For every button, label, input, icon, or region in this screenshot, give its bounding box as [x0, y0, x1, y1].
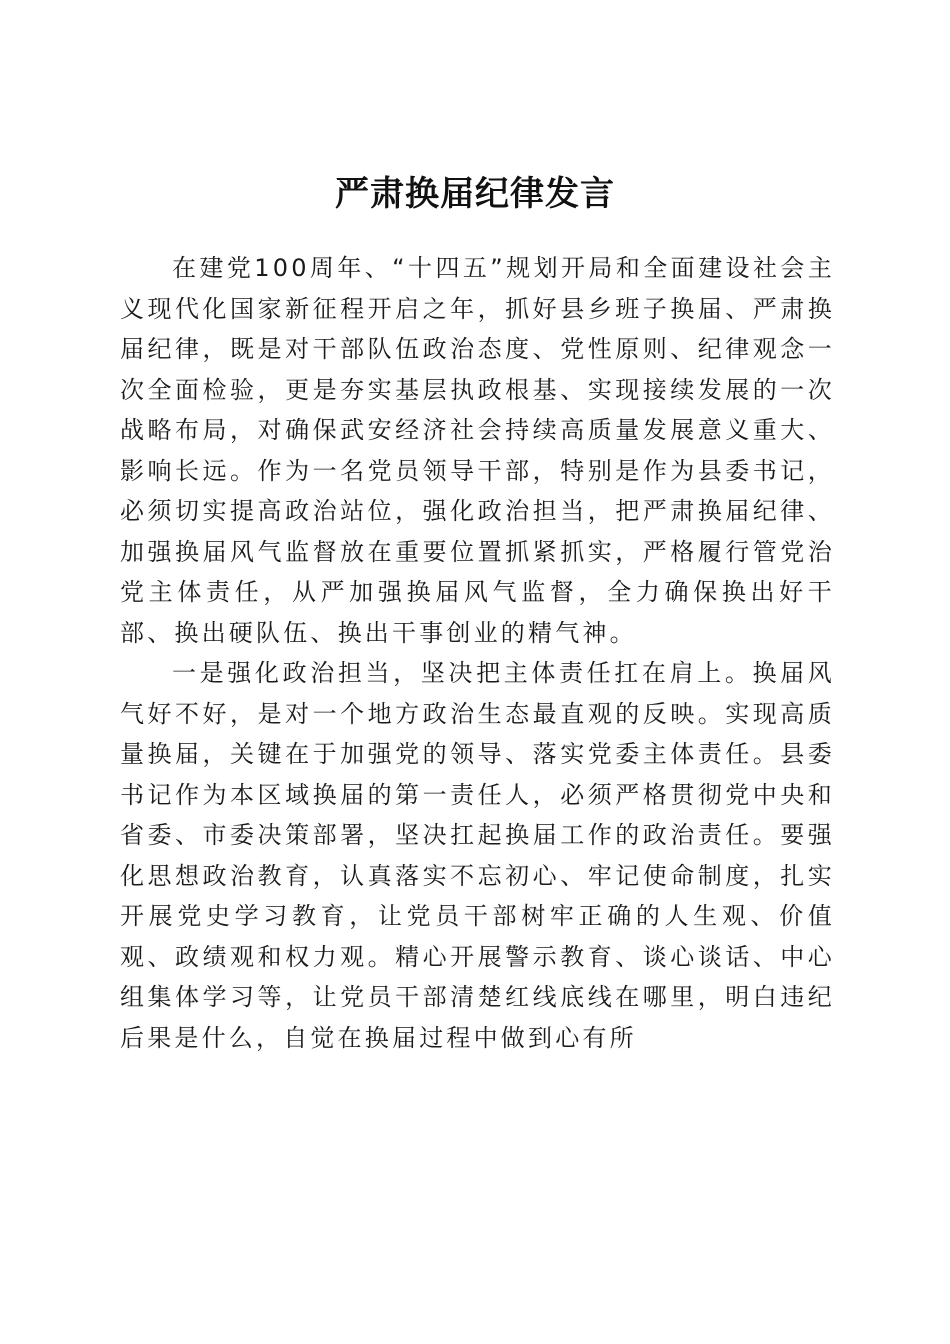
document-body: [120, 248, 835, 1058]
paragraph-point-one: 一是强化政治担当，坚决把主体责任扛在肩上。换届风气好不好，是对一个地方政治生态最直观的反映。实现高质量换届，关键在于加强党的领导、落实党委主体责任。县委书记作为本区域换届的第一责任人，必须严格贯彻党中央和省委、市委决策部署，坚决扛起换届工作的政治责任。要强化思想政治教育，认真落实不忘初心、牢记使命制度，扎实开展党史学习教育，让党员干部树牢正确的人生观、价值观、政绩观和权力观。精心开展警示教育、谈心谈话、中心组集体学习等，让党员干部清楚红线底线在哪里，明白违纪后果是什么，自觉在换届过程中做到心有所: [120, 659, 835, 1052]
document-title: 严肃换届纪律发言: [335, 174, 615, 214]
paragraph-intro: 在建党100周年、“十四五”规划开局和全面建设社会主义现代化国家新征程开启之年，抓好县乡班子换届、严肃换届纪律，既是对干部队伍政治态度、党性原则、纪律观念一次全面检验，更是夯实基层执政根基、实现接续发展的一次战略布局，对确保武安经济社会持续高质量发展意义重大、影响长远。作为一名党员领导干部，特别是作为县委书记，必须切实提高政治站位，强化政治担当，把严肃换届纪律、加强换届风气监督放在重要位置抓紧抓实，严格履行管党治党主体责任，从严加强换届风气监督，全力确保换出好干部、换出硬队伍、换出干事创业的精气神。: [120, 254, 835, 647]
